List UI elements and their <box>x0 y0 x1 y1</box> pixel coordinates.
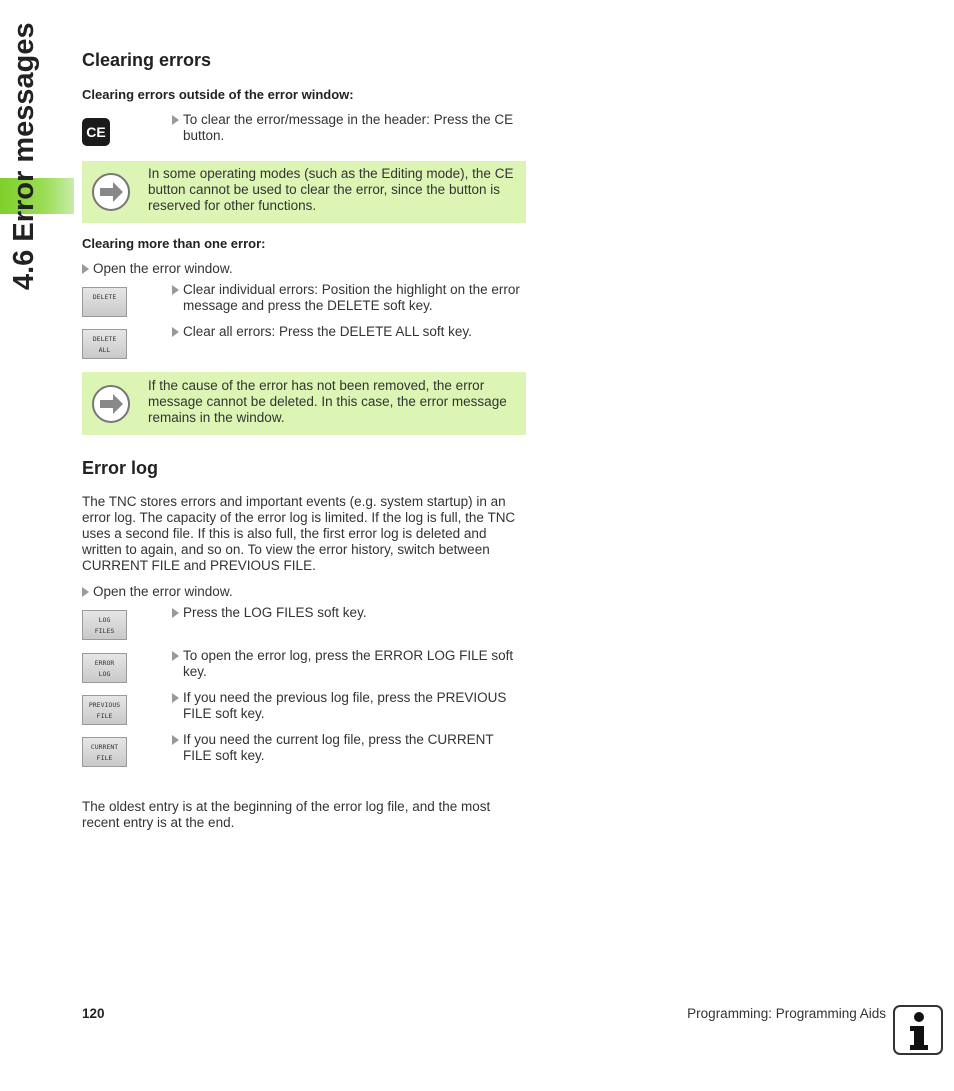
log-files-step: Press the LOG FILES soft key. <box>172 605 520 621</box>
bullet-arrow-icon <box>172 735 179 745</box>
note-text: In some operating modes (such as the Editing mode), the CE button cannot be used to clear the error, since the button is reserved for other functions. <box>148 166 514 213</box>
delete-step: Clear individual errors: Position the highlight on the error message and press the DELETE soft key. <box>172 282 520 314</box>
previous-file-softkey: PREVIOUS FILE <box>82 695 127 725</box>
open-window-step-2: Open the error window. <box>82 584 512 600</box>
ce-key-icon: CE <box>82 118 110 146</box>
bullet-arrow-icon <box>172 651 179 661</box>
clearing-errors-heading: Clearing errors <box>82 50 212 70</box>
bullet-arrow-icon <box>172 115 179 125</box>
arrow-right-icon <box>92 385 130 423</box>
bullet-arrow-icon <box>172 693 179 703</box>
delete-all-softkey: DELETE ALL <box>82 329 127 359</box>
current-file-softkey: CURRENT FILE <box>82 737 127 767</box>
bullet-arrow-icon <box>172 285 179 295</box>
bullet-arrow-icon <box>82 587 89 597</box>
bullet-arrow-icon <box>82 264 89 274</box>
error-log-intro: The TNC stores errors and important events (e.g. system startup) in an error log. The capacity of the error log is limited. If the log is full, the TNC uses a second file. If this is also full, the first error log is deleted and written to again, and so on. To view the error history, switch between CURRENT FILE and PREVIOUS FILE. <box>82 494 516 573</box>
log-files-softkey: LOG FILES <box>82 610 127 640</box>
more-than-one-heading: Clearing more than one error: <box>82 236 266 251</box>
chapter-title: Programming: Programming Aids <box>687 1006 886 1021</box>
error-log-softkey: ERROR LOG <box>82 653 127 683</box>
note-box-delete <box>82 372 526 435</box>
note-box-ce <box>82 161 526 223</box>
delete-softkey: DELETE <box>82 287 127 317</box>
open-window-step: Open the error window. <box>82 261 512 277</box>
error-log-heading: Error log <box>82 458 159 478</box>
note-text: If the cause of the error has not been removed, the error message cannot be deleted. In this case, the error message remains in the window. <box>148 378 507 425</box>
ce-step: To clear the error/message in the header: Press the CE button. <box>172 112 520 144</box>
current-file-step: If you need the current log file, press the CURRENT FILE soft key. <box>172 732 520 764</box>
bullet-arrow-icon <box>172 327 179 337</box>
bullet-arrow-icon <box>172 608 179 618</box>
info-icon <box>893 1005 943 1055</box>
delete-all-step: Clear all errors: Press the DELETE ALL soft key. <box>172 324 520 340</box>
arrow-right-icon <box>92 173 130 211</box>
previous-file-step: If you need the previous log file, press the PREVIOUS FILE soft key. <box>172 690 524 722</box>
page-number: 120 <box>82 1006 105 1021</box>
closing-paragraph: The oldest entry is at the beginning of the error log file, and the most recent entry is at the end. <box>82 799 491 830</box>
outside-window-heading: Clearing errors outside of the error window: <box>82 87 354 102</box>
error-log-step: To open the error log, press the ERROR LOG FILE soft key. <box>172 648 524 680</box>
section-title-vertical: 4.6 Error messages <box>8 22 40 290</box>
